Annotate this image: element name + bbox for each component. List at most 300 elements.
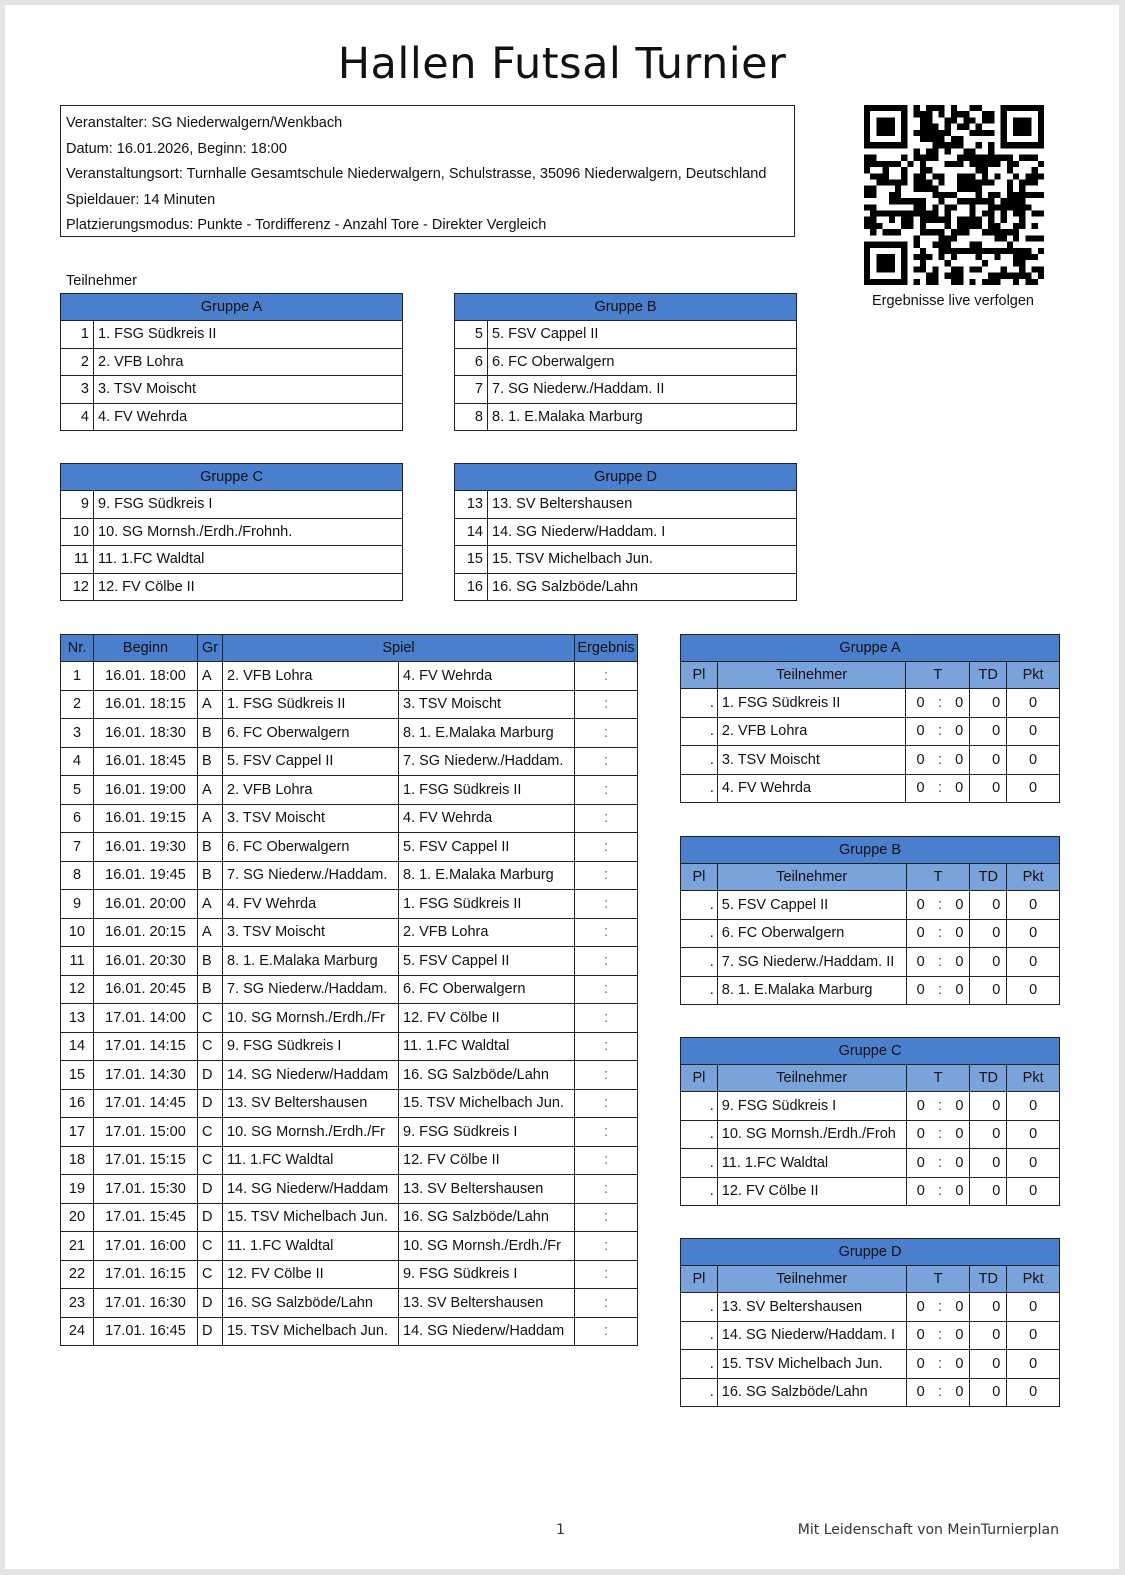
header-pl: Pl [681, 1065, 718, 1092]
match-number: 15 [61, 1061, 94, 1090]
match-result[interactable]: : [575, 1032, 638, 1061]
match-group: D [198, 1317, 223, 1346]
header-td: TD [970, 1266, 1007, 1293]
tournament-info-box [60, 105, 795, 237]
standing-points: 0 [1007, 1149, 1060, 1178]
match-result[interactable]: : [575, 1004, 638, 1033]
goals-separator: : [938, 1154, 943, 1171]
match-start: 16.01. 19:00 [94, 776, 198, 805]
match-home-team: 13. SV Beltershausen [223, 1089, 399, 1118]
page-title: Hallen Futsal Turnier [337, 39, 787, 89]
participant-row [61, 403, 403, 431]
standing-goal-difference: 0 [970, 1177, 1007, 1206]
match-home-team: 15. TSV Michelbach Jun. [223, 1203, 399, 1232]
match-result[interactable]: : [575, 975, 638, 1004]
match-result[interactable]: : [575, 1232, 638, 1261]
match-away-team: 12. FV Cölbe II [399, 1004, 575, 1033]
standing-team: 7. SG Niederw./Haddam. II [717, 948, 906, 977]
standing-team: 5. FSV Cappel II [717, 891, 906, 920]
standing-goals [906, 1321, 970, 1350]
goals-separator: : [937, 751, 942, 768]
match-number: 16 [61, 1089, 94, 1118]
match-result[interactable]: : [575, 833, 638, 862]
match-start: 16.01. 18:45 [94, 747, 198, 776]
match-home-team: 1. FSG Südkreis II [223, 690, 399, 719]
standing-place: . [681, 1378, 718, 1407]
standing-points: 0 [1007, 948, 1060, 977]
goals-separator: : [937, 694, 942, 711]
goals-for: 0 [916, 896, 925, 913]
match-away-team: 4. FV Wehrda [399, 804, 575, 833]
standing-goal-difference: 0 [970, 1378, 1007, 1407]
standing-goal-difference: 0 [970, 919, 1007, 948]
group-header: Gruppe C [61, 464, 403, 491]
match-start: 16.01. 20:15 [94, 918, 198, 947]
goals-separator: : [938, 1298, 943, 1315]
qr-label: Ergebnisse live verfolgen [871, 293, 1034, 309]
match-row [61, 662, 638, 691]
standing-goal-difference: 0 [970, 891, 1007, 920]
match-start: 16.01. 18:00 [94, 662, 198, 691]
standing-team: 6. FC Oberwalgern [717, 919, 906, 948]
match-number: 10 [61, 918, 94, 947]
standing-points: 0 [1007, 919, 1060, 948]
participant-name: 8. 1. E.Malaka Marburg [488, 403, 797, 431]
participant-number: 2 [61, 348, 94, 376]
standing-points: 0 [1007, 774, 1060, 803]
match-number: 20 [61, 1203, 94, 1232]
participant-name: 2. VFB Lohra [94, 348, 403, 376]
header-td: TD [970, 864, 1007, 891]
participant-number: 10 [61, 518, 94, 546]
standings-row [681, 746, 1060, 775]
standings-table [680, 1037, 1060, 1206]
standings-group-header: Gruppe C [681, 1038, 1060, 1065]
header-gr: Gr [198, 635, 223, 662]
match-away-team: 1. FSG Südkreis II [399, 776, 575, 805]
participant-number: 7 [455, 376, 488, 404]
header-t: T [906, 1065, 970, 1092]
participant-group-table [454, 463, 797, 601]
header-teilnehmer: Teilnehmer [717, 1266, 906, 1293]
match-result[interactable]: : [575, 1260, 638, 1289]
match-result[interactable]: : [575, 719, 638, 748]
match-number: 24 [61, 1317, 94, 1346]
match-number: 6 [61, 804, 94, 833]
standings-row [681, 891, 1060, 920]
match-start: 17.01. 15:15 [94, 1146, 198, 1175]
standing-goals [906, 774, 970, 803]
participant-group-table [60, 463, 403, 601]
goals-separator: : [938, 1126, 943, 1143]
match-number: 7 [61, 833, 94, 862]
participant-group-table [60, 293, 403, 431]
goals-against: 0 [955, 925, 964, 942]
standing-goals [906, 717, 970, 746]
standing-goal-difference: 0 [970, 1149, 1007, 1178]
standing-points: 0 [1007, 1350, 1060, 1379]
standing-place: . [681, 1092, 718, 1121]
participant-name: 16. SG Salzböde/Lahn [488, 573, 797, 601]
header-td: TD [970, 1065, 1007, 1092]
match-group: B [198, 861, 223, 890]
match-away-team: 11. 1.FC Waldtal [399, 1032, 575, 1061]
match-row [61, 1175, 638, 1204]
goals-against: 0 [955, 1298, 964, 1315]
participant-name: 14. SG Niederw/Haddam. I [488, 518, 797, 546]
page [5, 5, 1119, 1569]
match-away-team: 1. FSG Südkreis II [399, 890, 575, 919]
goals-against: 0 [955, 982, 964, 999]
goals-for: 0 [916, 1183, 925, 1200]
match-away-team: 7. SG Niederw./Haddam. [399, 747, 575, 776]
header-teilnehmer: Teilnehmer [717, 1065, 906, 1092]
standing-goals [906, 891, 970, 920]
match-start: 17.01. 15:30 [94, 1175, 198, 1204]
match-home-team: 11. 1.FC Waldtal [223, 1146, 399, 1175]
participant-row [61, 491, 403, 519]
participant-row [455, 518, 797, 546]
match-start: 16.01. 19:30 [94, 833, 198, 862]
goals-for: 0 [916, 1298, 925, 1315]
header-beginn: Beginn [94, 635, 198, 662]
match-row [61, 861, 638, 890]
standings-row [681, 976, 1060, 1005]
standing-team: 10. SG Mornsh./Erdh./Froh [717, 1120, 906, 1149]
match-away-team: 3. TSV Moischt [399, 690, 575, 719]
standings-row [681, 774, 1060, 803]
participant-number: 16 [455, 573, 488, 601]
match-start: 17.01. 16:00 [94, 1232, 198, 1261]
match-start: 16.01. 19:45 [94, 861, 198, 890]
match-start: 17.01. 16:45 [94, 1317, 198, 1346]
standing-place: . [681, 891, 718, 920]
match-group: C [198, 1032, 223, 1061]
goals-for: 0 [916, 1126, 925, 1143]
standing-goal-difference: 0 [970, 746, 1007, 775]
match-away-team: 4. FV Wehrda [399, 662, 575, 691]
goals-against: 0 [955, 1384, 964, 1401]
standing-team: 8. 1. E.Malaka Marburg [717, 976, 906, 1005]
standing-points: 0 [1007, 717, 1060, 746]
standing-goal-difference: 0 [970, 1350, 1007, 1379]
match-result[interactable]: : [575, 1061, 638, 1090]
goals-against: 0 [955, 953, 964, 970]
match-number: 8 [61, 861, 94, 890]
match-start: 16.01. 20:30 [94, 947, 198, 976]
goals-separator: : [937, 780, 942, 797]
participant-row [61, 546, 403, 574]
match-away-team: 16. SG Salzböde/Lahn [399, 1203, 575, 1232]
participant-name: 12. FV Cölbe II [94, 573, 403, 601]
standing-team: 2. VFB Lohra [717, 717, 906, 746]
header-pkt: Pkt [1007, 864, 1060, 891]
match-start: 16.01. 18:15 [94, 690, 198, 719]
standing-points: 0 [1007, 976, 1060, 1005]
match-result[interactable]: : [575, 1118, 638, 1147]
participant-number: 6 [455, 348, 488, 376]
info-duration: Spieldauer: 14 Minuten [66, 191, 216, 208]
standing-place: . [681, 1350, 718, 1379]
match-result[interactable]: : [575, 1175, 638, 1204]
standings-row [681, 1378, 1060, 1407]
match-result[interactable]: : [575, 804, 638, 833]
match-result[interactable]: : [575, 776, 638, 805]
standings-row [681, 919, 1060, 948]
match-row [61, 1289, 638, 1318]
match-group: A [198, 890, 223, 919]
standing-team: 4. FV Wehrda [717, 774, 906, 803]
standings-row [681, 1120, 1060, 1149]
goals-for: 0 [916, 723, 925, 740]
match-number: 18 [61, 1146, 94, 1175]
match-group: C [198, 1146, 223, 1175]
participant-row [455, 321, 797, 349]
match-away-team: 9. FSG Südkreis I [399, 1118, 575, 1147]
match-away-team: 10. SG Mornsh./Erdh./Fr [399, 1232, 575, 1261]
match-number: 1 [61, 662, 94, 691]
goals-for: 0 [916, 1154, 925, 1171]
standings-table [680, 634, 1060, 803]
info-venue: Veranstaltungsort: Turnhalle Gesamtschule Niederwalgern, Schulstrasse, 35096 Niederwalgern, Deutschland [66, 166, 767, 182]
match-result[interactable]: : [575, 918, 638, 947]
goals-separator: : [938, 1384, 943, 1401]
match-group: B [198, 747, 223, 776]
standing-points: 0 [1007, 1177, 1060, 1206]
standing-place: . [681, 774, 718, 803]
match-group: A [198, 662, 223, 691]
match-group: C [198, 1232, 223, 1261]
standing-place: . [681, 1177, 718, 1206]
match-number: 14 [61, 1032, 94, 1061]
match-home-team: 10. SG Mornsh./Erdh./Fr [223, 1118, 399, 1147]
match-away-team: 2. VFB Lohra [399, 918, 575, 947]
participant-row [61, 518, 403, 546]
standing-place: . [681, 1293, 718, 1322]
match-group: B [198, 833, 223, 862]
standing-goals [906, 919, 970, 948]
standing-place: . [681, 746, 718, 775]
match-group: A [198, 918, 223, 947]
match-result[interactable]: : [575, 890, 638, 919]
standings-row [681, 689, 1060, 718]
match-home-team: 6. FC Oberwalgern [223, 833, 399, 862]
match-start: 17.01. 15:00 [94, 1118, 198, 1147]
match-row [61, 975, 638, 1004]
standing-place: . [681, 976, 718, 1005]
match-group: A [198, 690, 223, 719]
standings-row [681, 1321, 1060, 1350]
standing-goals [906, 1293, 970, 1322]
match-group: C [198, 1004, 223, 1033]
standing-goal-difference: 0 [970, 1120, 1007, 1149]
participant-row [61, 321, 403, 349]
standings-group-header: Gruppe B [681, 837, 1060, 864]
match-home-team: 16. SG Salzböde/Lahn [223, 1289, 399, 1318]
standing-place: . [681, 717, 718, 746]
standing-points: 0 [1007, 1293, 1060, 1322]
match-number: 12 [61, 975, 94, 1004]
standings-table [680, 836, 1060, 1005]
participant-row [455, 403, 797, 431]
standing-team: 9. FSG Südkreis I [717, 1092, 906, 1121]
match-row [61, 918, 638, 947]
goals-against: 0 [955, 751, 964, 768]
standings-row [681, 1350, 1060, 1379]
goals-separator: : [938, 1327, 943, 1344]
match-result[interactable]: : [575, 662, 638, 691]
match-start: 17.01. 14:45 [94, 1089, 198, 1118]
standing-goals [906, 689, 970, 718]
participant-number: 1 [61, 321, 94, 349]
header-pl: Pl [681, 662, 718, 689]
match-away-team: 13. SV Beltershausen [399, 1289, 575, 1318]
match-result[interactable]: : [575, 690, 638, 719]
participant-number: 15 [455, 546, 488, 574]
match-number: 22 [61, 1260, 94, 1289]
header-teilnehmer: Teilnehmer [717, 662, 906, 689]
standing-place: . [681, 1321, 718, 1350]
goals-for: 0 [916, 751, 925, 768]
goals-for: 0 [916, 982, 925, 999]
goals-against: 0 [955, 1183, 964, 1200]
goals-separator: : [938, 982, 943, 999]
header-pkt: Pkt [1007, 1065, 1060, 1092]
standing-goals [906, 1378, 970, 1407]
match-start: 17.01. 14:15 [94, 1032, 198, 1061]
goals-separator: : [938, 925, 943, 942]
standings-row [681, 1293, 1060, 1322]
standing-team: 16. SG Salzböde/Lahn [717, 1378, 906, 1407]
participant-row [61, 376, 403, 404]
standing-place: . [681, 1149, 718, 1178]
participant-row [455, 491, 797, 519]
match-home-team: 9. FSG Südkreis I [223, 1032, 399, 1061]
match-row [61, 1146, 638, 1175]
match-row [61, 1317, 638, 1346]
goals-separator: : [938, 1183, 943, 1200]
standing-goal-difference: 0 [970, 1293, 1007, 1322]
standings-row [681, 1177, 1060, 1206]
match-home-team: 3. TSV Moischt [223, 804, 399, 833]
standing-team: 12. FV Cölbe II [717, 1177, 906, 1206]
participant-number: 8 [455, 403, 488, 431]
match-group: C [198, 1118, 223, 1147]
participant-number: 13 [455, 491, 488, 519]
match-result[interactable]: : [575, 747, 638, 776]
header-spiel: Spiel [223, 635, 575, 662]
match-start: 17.01. 15:45 [94, 1203, 198, 1232]
standing-place: . [681, 919, 718, 948]
match-away-team: 5. FSV Cappel II [399, 947, 575, 976]
header-t: T [906, 864, 970, 891]
match-number: 4 [61, 747, 94, 776]
match-number: 2 [61, 690, 94, 719]
header-pl: Pl [681, 864, 718, 891]
match-away-team: 12. FV Cölbe II [399, 1146, 575, 1175]
participant-name: 10. SG Mornsh./Erdh./Frohnh. [94, 518, 403, 546]
match-group: A [198, 804, 223, 833]
match-result[interactable]: : [575, 1317, 638, 1346]
match-result[interactable]: : [575, 1289, 638, 1318]
match-row [61, 1089, 638, 1118]
goals-for: 0 [916, 1384, 925, 1401]
match-row [61, 1032, 638, 1061]
goals-for: 0 [916, 1355, 925, 1372]
standing-goals [906, 976, 970, 1005]
goals-against: 0 [955, 1327, 964, 1344]
match-away-team: 8. 1. E.Malaka Marburg [399, 861, 575, 890]
standing-goals [906, 1092, 970, 1121]
participant-name: 1. FSG Südkreis II [94, 321, 403, 349]
header-ergebnis: Ergebnis [575, 635, 638, 662]
match-start: 16.01. 19:15 [94, 804, 198, 833]
goals-against: 0 [955, 1097, 964, 1114]
standing-goals [906, 1350, 970, 1379]
match-home-team: 3. TSV Moischt [223, 918, 399, 947]
standing-team: 15. TSV Michelbach Jun. [717, 1350, 906, 1379]
participant-number: 3 [61, 376, 94, 404]
goals-against: 0 [955, 723, 964, 740]
standing-team: 1. FSG Südkreis II [717, 689, 906, 718]
match-row [61, 1232, 638, 1261]
match-number: 13 [61, 1004, 94, 1033]
match-number: 23 [61, 1289, 94, 1318]
match-result[interactable]: : [575, 861, 638, 890]
participant-name: 5. FSV Cappel II [488, 321, 797, 349]
match-group: A [198, 776, 223, 805]
footer-brand: Mit Leidenschaft von MeinTurnierplan [797, 1522, 1059, 1538]
participant-row [455, 348, 797, 376]
standing-goal-difference: 0 [970, 1092, 1007, 1121]
match-home-team: 14. SG Niederw/Haddam [223, 1061, 399, 1090]
match-home-team: 6. FC Oberwalgern [223, 719, 399, 748]
goals-for: 0 [916, 780, 925, 797]
match-number: 19 [61, 1175, 94, 1204]
match-row [61, 747, 638, 776]
participant-row [455, 376, 797, 404]
match-home-team: 7. SG Niederw./Haddam. [223, 861, 399, 890]
standing-team: 11. 1.FC Waldtal [717, 1149, 906, 1178]
header-td: TD [970, 662, 1007, 689]
header-t: T [906, 1266, 970, 1293]
match-home-team: 10. SG Mornsh./Erdh./Fr [223, 1004, 399, 1033]
match-result[interactable]: : [575, 947, 638, 976]
participant-group-table [454, 293, 797, 431]
page-number: 1 [556, 1522, 565, 1538]
standing-points: 0 [1007, 689, 1060, 718]
qr-code-icon[interactable] [864, 105, 1044, 285]
standing-points: 0 [1007, 891, 1060, 920]
header-pl: Pl [681, 1266, 718, 1293]
standings-row [681, 948, 1060, 977]
match-result[interactable]: : [575, 1203, 638, 1232]
match-result[interactable]: : [575, 1146, 638, 1175]
match-home-team: 11. 1.FC Waldtal [223, 1232, 399, 1261]
match-start: 16.01. 20:45 [94, 975, 198, 1004]
participant-name: 3. TSV Moischt [94, 376, 403, 404]
match-result[interactable]: : [575, 1089, 638, 1118]
participant-name: 9. FSG Südkreis I [94, 491, 403, 519]
standing-place: . [681, 689, 718, 718]
goals-against: 0 [955, 896, 964, 913]
goals-for: 0 [916, 694, 925, 711]
standing-goals [906, 1120, 970, 1149]
goals-for: 0 [916, 1327, 925, 1344]
match-home-team: 2. VFB Lohra [223, 662, 399, 691]
match-number: 5 [61, 776, 94, 805]
match-home-team: 12. FV Cölbe II [223, 1260, 399, 1289]
